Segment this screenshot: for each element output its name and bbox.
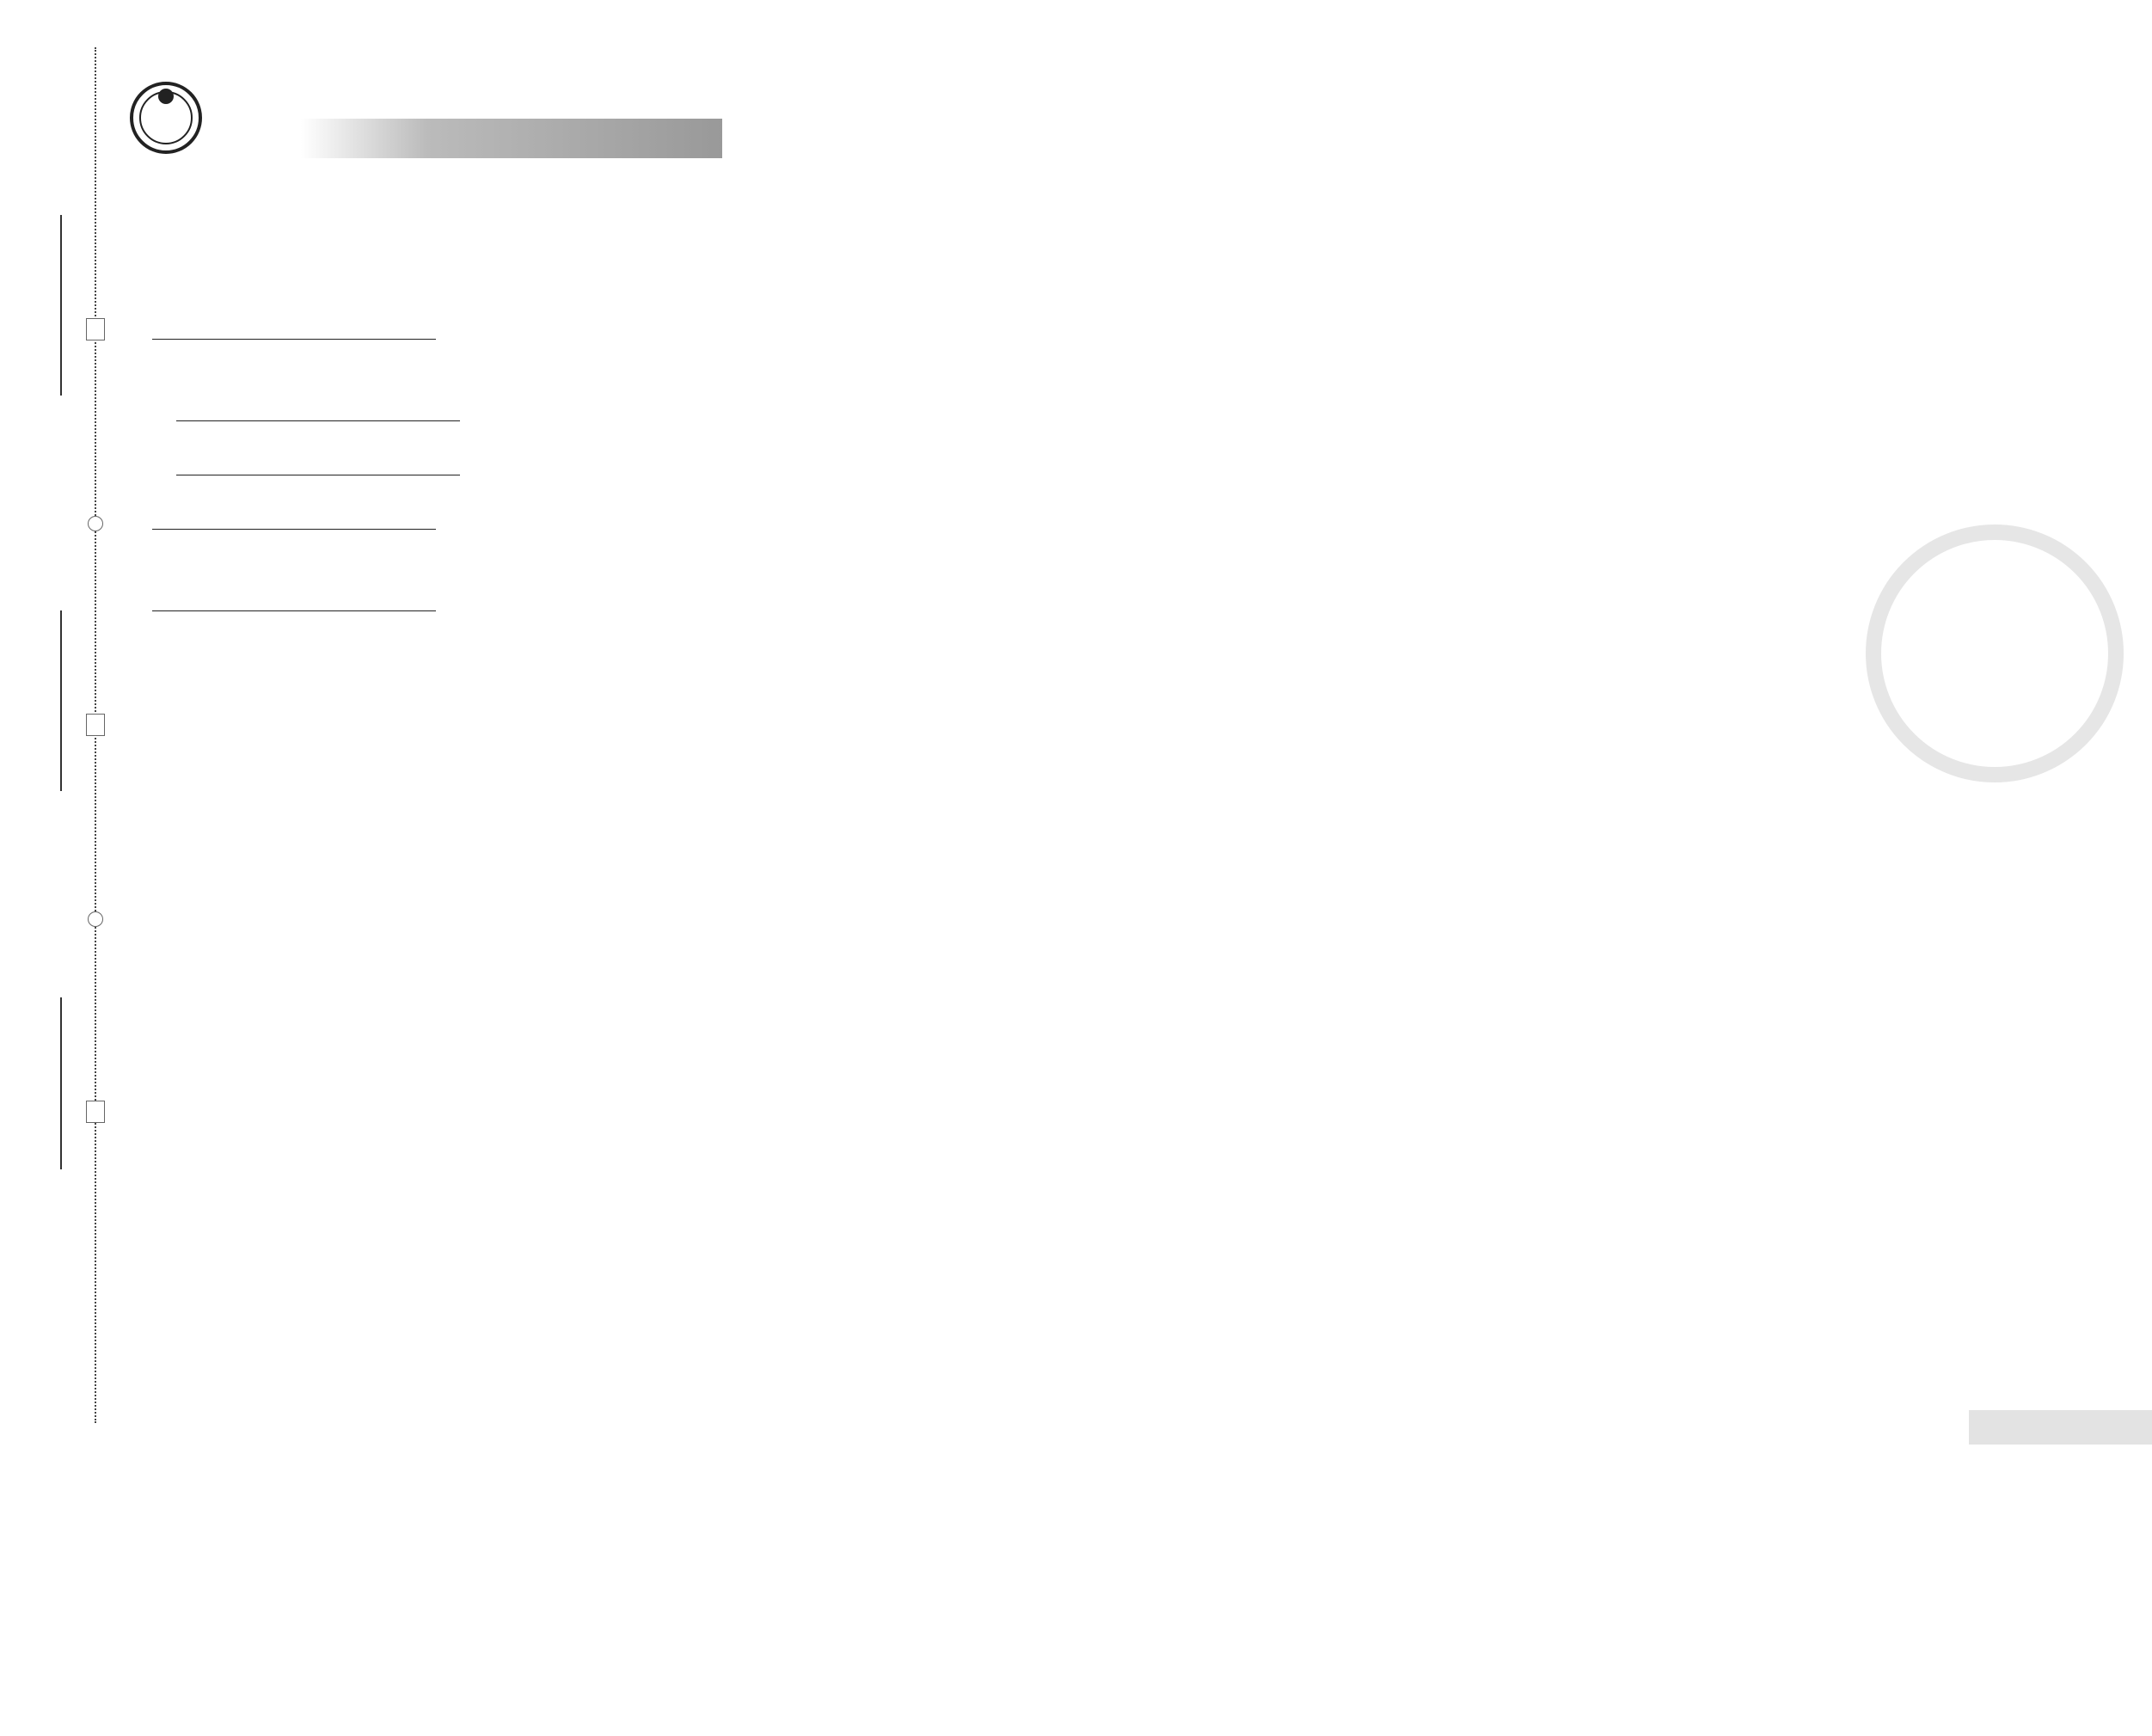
dialogue-line bbox=[125, 347, 748, 375]
dialogue-line bbox=[125, 321, 748, 348]
answer-blank[interactable] bbox=[176, 457, 460, 475]
name-line bbox=[60, 997, 62, 1169]
dialogue-line bbox=[125, 483, 748, 511]
dialogue-line bbox=[125, 565, 748, 592]
binding-hole bbox=[88, 516, 103, 531]
binding-margin bbox=[0, 0, 129, 1497]
dialogue-line bbox=[125, 267, 748, 294]
answer-blank[interactable] bbox=[152, 512, 436, 530]
binding-mark-line bbox=[86, 318, 105, 340]
dialogue-line bbox=[125, 538, 748, 566]
column-3 bbox=[1438, 72, 2062, 1569]
title-banner bbox=[301, 119, 722, 158]
answer-blank[interactable] bbox=[152, 593, 436, 611]
badge-bar bbox=[1969, 1410, 2152, 1445]
dialogue-line bbox=[125, 511, 748, 538]
dialogue-line bbox=[125, 429, 748, 457]
dialogue-line bbox=[125, 375, 748, 402]
class-line bbox=[60, 610, 62, 791]
school-line bbox=[60, 215, 62, 396]
binding-hole bbox=[88, 911, 103, 927]
dialogue-line bbox=[125, 619, 748, 647]
column-2 bbox=[784, 72, 1403, 1569]
dialogue-line bbox=[125, 293, 748, 321]
binding-mark-close bbox=[86, 1101, 105, 1123]
column-1 bbox=[125, 239, 748, 1736]
answer-blank[interactable] bbox=[152, 322, 436, 340]
dialogue-line bbox=[125, 239, 748, 267]
answer-blank[interactable] bbox=[176, 403, 460, 421]
dialogue-line bbox=[125, 592, 748, 620]
brand-logo bbox=[127, 71, 205, 165]
binding-mark-seal bbox=[86, 714, 105, 736]
dialogue-line bbox=[125, 402, 748, 430]
dialogue-line bbox=[125, 457, 748, 484]
